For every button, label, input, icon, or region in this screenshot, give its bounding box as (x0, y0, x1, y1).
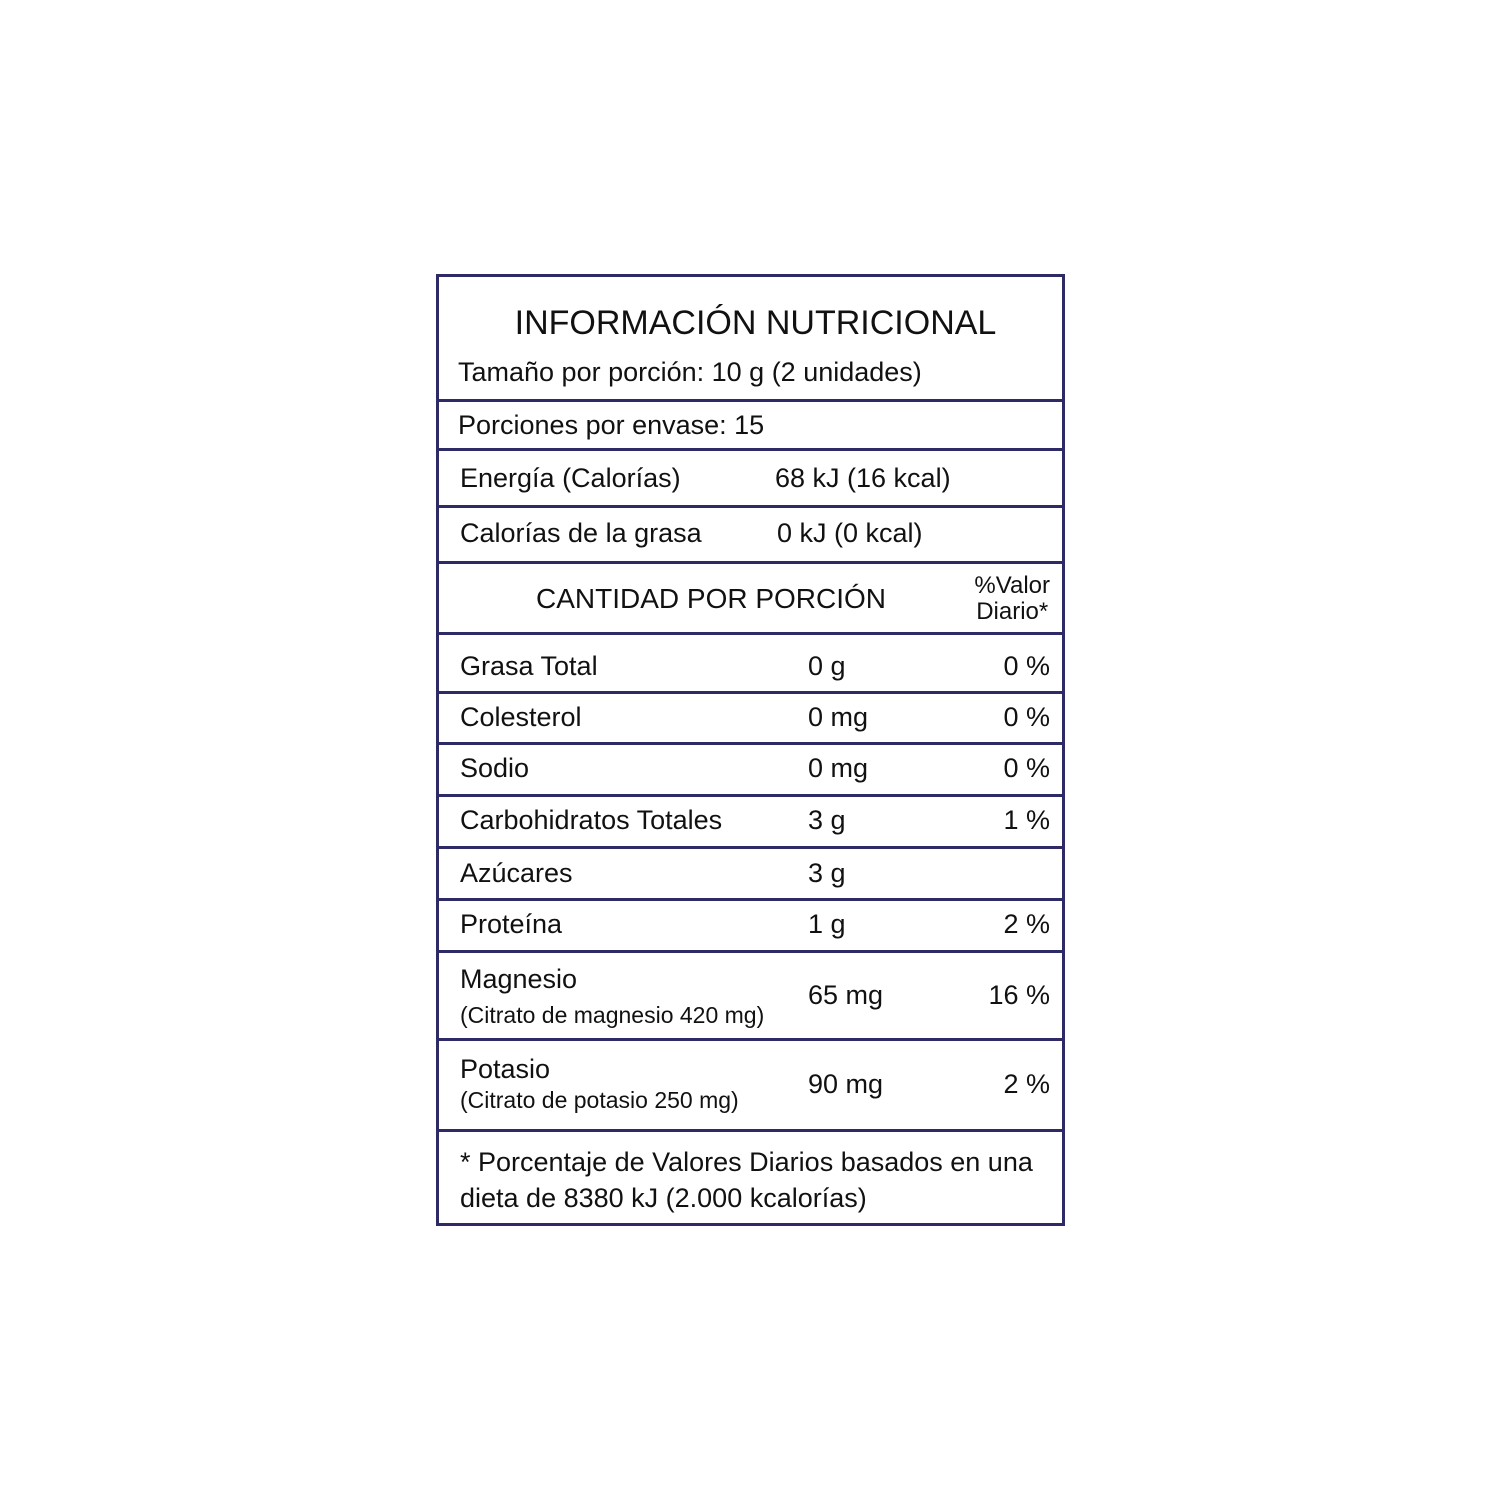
nutrient-name: Azúcares (460, 858, 573, 888)
fat-calories-label: Calorías de la grasa (460, 518, 702, 548)
nutrient-daily-value: 0 % (1003, 702, 1050, 732)
nutrient-name: Sodio (460, 753, 530, 783)
nutrient-note: (Citrato de magnesio 420 mg) (460, 1002, 765, 1028)
energy-value: 68 kJ (16 kcal) (775, 463, 951, 493)
nutrient-name: Proteína (460, 909, 563, 939)
divider (439, 399, 1062, 402)
divider (439, 1129, 1062, 1132)
serving-size: Tamaño por porción: 10 g (2 unidades) (458, 357, 922, 387)
nutrient-daily-value: 0 % (1003, 753, 1050, 783)
nutrient-amount: 90 mg (808, 1069, 884, 1099)
divider (439, 898, 1062, 901)
divider (439, 1038, 1062, 1041)
nutrient-amount: 3 g (808, 805, 846, 835)
energy-label: Energía (Calorías) (460, 463, 681, 493)
nutrient-name: Colesterol (460, 702, 582, 732)
divider (439, 505, 1062, 508)
label-title: INFORMACIÓN NUTRICIONAL (514, 304, 997, 342)
divider (439, 846, 1062, 849)
divider (439, 632, 1062, 635)
daily-value-header-line1: %Valor (974, 572, 1050, 599)
nutrient-note: (Citrato de potasio 250 mg) (460, 1087, 739, 1113)
footnote-line2: dieta de 8380 kJ (2.000 kcalorías) (460, 1183, 867, 1213)
nutrient-daily-value: 16 % (988, 980, 1050, 1010)
nutrition-facts-label (436, 274, 1065, 1226)
servings-per-container: Porciones por envase: 15 (458, 410, 765, 440)
nutrient-amount: 0 mg (808, 753, 869, 783)
nutrient-daily-value: 1 % (1003, 805, 1050, 835)
nutrient-name: Carbohidratos Totales (460, 805, 723, 835)
nutrient-amount: 0 g (808, 651, 846, 681)
nutrient-daily-value: 0 % (1003, 651, 1050, 681)
nutrient-name: Grasa Total (460, 651, 598, 681)
nutrient-daily-value: 2 % (1003, 1069, 1050, 1099)
nutrient-daily-value: 2 % (1003, 909, 1050, 939)
nutrient-name: Potasio (460, 1054, 551, 1084)
divider (439, 742, 1062, 745)
nutrient-amount: 0 mg (808, 702, 869, 732)
divider (439, 561, 1062, 564)
divider (439, 448, 1062, 451)
daily-value-header-line2: Diario* (976, 598, 1049, 625)
nutrient-amount: 65 mg (808, 980, 884, 1010)
nutrient-amount: 1 g (808, 909, 846, 939)
divider (439, 794, 1062, 797)
divider (439, 950, 1062, 953)
nutrient-name: Magnesio (460, 964, 578, 994)
nutrient-amount: 3 g (808, 858, 846, 888)
amount-per-serving-header: CANTIDAD POR PORCIÓN (536, 583, 887, 614)
fat-calories-value: 0 kJ (0 kcal) (777, 518, 923, 548)
divider (439, 691, 1062, 694)
daily-value-header (974, 573, 1050, 625)
footnote-line1: * Porcentaje de Valores Diarios basados en una (460, 1147, 1033, 1177)
